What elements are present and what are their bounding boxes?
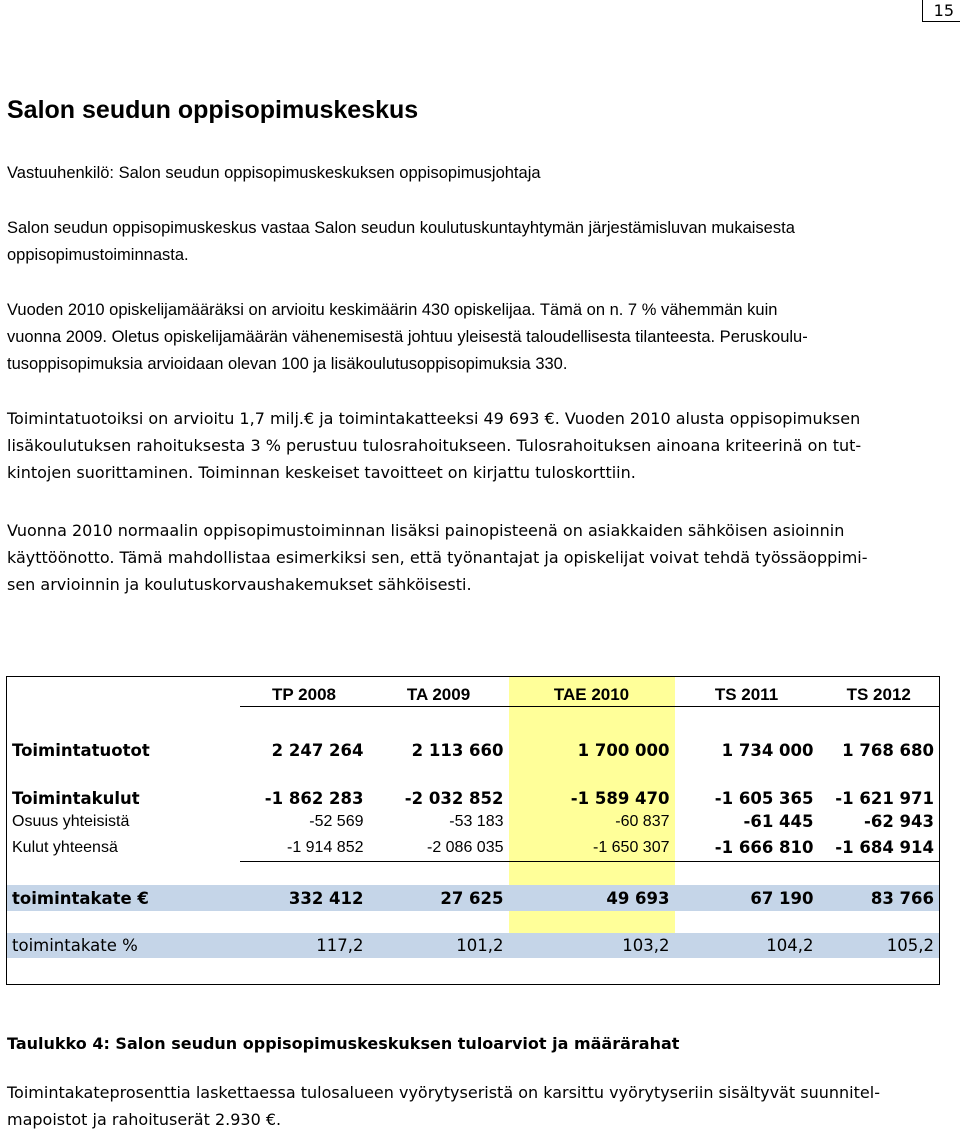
row-label: Toimintakulut xyxy=(12,789,140,808)
table-cell: 67 190 xyxy=(675,885,819,911)
footnote-paragraph xyxy=(7,1079,942,1133)
table-header-cell: TAE 2010 xyxy=(509,677,675,707)
table-cell: -1 605 365 xyxy=(714,789,814,808)
table-header-cell: TP 2008 xyxy=(240,677,369,707)
table-cell: -62 943 xyxy=(864,812,934,831)
table-spacer xyxy=(7,958,940,985)
text-line: lisäkoulutuksen rahoituksesta 3 % perustuu tulosrahoitukseen. Tulosrahoituksen ainoana kriteerinä on tut- xyxy=(7,436,862,455)
page-title: Salon seudun oppisopimuskeskus xyxy=(7,96,419,124)
revenue-paragraph xyxy=(7,405,942,486)
text-line: mapoistot ja rahoituserät 2.930 €. xyxy=(7,1110,282,1129)
row-label: toimintakate % xyxy=(7,933,240,958)
table-cell: 2 113 660 xyxy=(411,741,504,760)
table-cell: -1 650 307 xyxy=(509,834,675,862)
table-cell: -60 837 xyxy=(509,809,675,834)
table-cell: -1 914 852 xyxy=(240,834,369,862)
table-cell: -52 569 xyxy=(309,812,364,830)
table-caption: Taulukko 4: Salon seudun oppisopimuskeskuksen tuloarviot ja määrärahat xyxy=(7,1034,680,1053)
table-cell: 2 247 264 xyxy=(271,741,364,760)
text-line: Salon seudun oppisopimuskeskus vastaa Salon seudun koulutuskuntayhtymän järjestämisluvan mukaisesta xyxy=(7,219,795,237)
text-line: sen arvioinnin ja koulutuskorvaushakemukset sähköisesti. xyxy=(7,575,472,594)
table-row xyxy=(7,834,940,862)
table-cell: 1 768 680 xyxy=(842,741,934,760)
text-line: oppisopimustoiminnasta. xyxy=(7,246,189,264)
table-row xyxy=(7,885,940,911)
table-cell: 105,2 xyxy=(819,933,940,958)
table-header-cell: TA 2009 xyxy=(369,677,509,707)
table-cell: -2 032 852 xyxy=(404,789,504,808)
table-cell: -1 621 971 xyxy=(835,789,934,808)
text-line: Vastuuhenkilö: Salon seudun oppisopimuskeskuksen oppisopimusjohtaja xyxy=(7,164,541,182)
text-line: vuonna 2009. Oletus opiskelijamäärän vähenemisestä johtuu yleisestä taloudellisesta tilanteesta. Peruskoulu- xyxy=(7,328,808,346)
intro-paragraph xyxy=(7,215,942,269)
table-row xyxy=(7,933,940,958)
text-line: käyttöönotto. Tämä mahdollistaa esimerkiksi sen, että työnantajat ja opiskelijat voivat tehdä työssäoppimi- xyxy=(7,548,868,567)
row-label: Osuus yhteisistä xyxy=(12,812,130,830)
row-label: Kulut yhteensä xyxy=(12,838,118,856)
text-line: tusoppisopimuksia arvioidaan olevan 100 ja lisäkoulutusoppisopimuksia 330. xyxy=(7,355,568,373)
table-cell: -1 666 810 xyxy=(675,834,819,862)
row-label: Toimintatuotot xyxy=(12,741,150,760)
row-label: toimintakate € xyxy=(7,885,240,911)
table-cell: 332 412 xyxy=(240,885,369,911)
table-header-cell: TS 2012 xyxy=(819,677,940,707)
table-cell: 104,2 xyxy=(675,933,819,958)
table-cell: 101,2 xyxy=(369,933,509,958)
table-cell: -53 183 xyxy=(449,812,504,830)
table-cell: 1 734 000 xyxy=(721,741,814,760)
table-cell: 1 700 000 xyxy=(509,707,675,766)
text-line: Vuonna 2010 normaalin oppisopimustoiminnan lisäksi painopisteenä on asiakkaiden sähköisen asioinnin xyxy=(7,521,845,540)
responsible-person xyxy=(7,160,942,187)
text-line: Toimintatuotoiksi on arvioitu 1,7 milj.€ ja toimintakatteeksi 49 693 €. Vuoden 2010 alusta oppisopimuksen xyxy=(7,409,861,428)
students-paragraph xyxy=(7,297,942,378)
table-row xyxy=(7,765,940,809)
table-cell: 27 625 xyxy=(369,885,509,911)
table-cell: -1 589 470 xyxy=(509,765,675,809)
table-cell: -2 086 035 xyxy=(369,834,509,862)
focus-paragraph xyxy=(7,517,942,598)
table-cell: 103,2 xyxy=(509,933,675,958)
table-header-row xyxy=(7,677,940,707)
budget-table xyxy=(6,676,940,985)
table-cell: 83 766 xyxy=(819,885,940,911)
table-row xyxy=(7,809,940,834)
table-cell: 117,2 xyxy=(240,933,369,958)
table-row xyxy=(7,707,940,766)
table-spacer xyxy=(7,862,940,886)
text-line: kintojen suorittaminen. Toiminnan keskeiset tavoitteet on kirjattu tuloskorttiin. xyxy=(7,463,636,482)
table-cell: -1 862 283 xyxy=(264,789,364,808)
table-header-cell xyxy=(7,677,240,707)
table-spacer xyxy=(7,911,940,933)
table-cell: -61 445 xyxy=(743,812,814,831)
page-number: 15 xyxy=(922,0,960,22)
table-header-cell: TS 2011 xyxy=(675,677,819,707)
table-cell: -1 684 914 xyxy=(819,834,940,862)
table-cell: 49 693 xyxy=(509,885,675,911)
text-line: Vuoden 2010 opiskelijamääräksi on arvioitu keskimäärin 430 opiskelijaa. Tämä on n. 7 % vähemmän kuin xyxy=(7,301,778,319)
text-line: Toimintakateprosenttia laskettaessa tulosalueen vyörytyseristä on karsittu vyörytyseriin sisältyvät suunnitel- xyxy=(7,1083,880,1102)
